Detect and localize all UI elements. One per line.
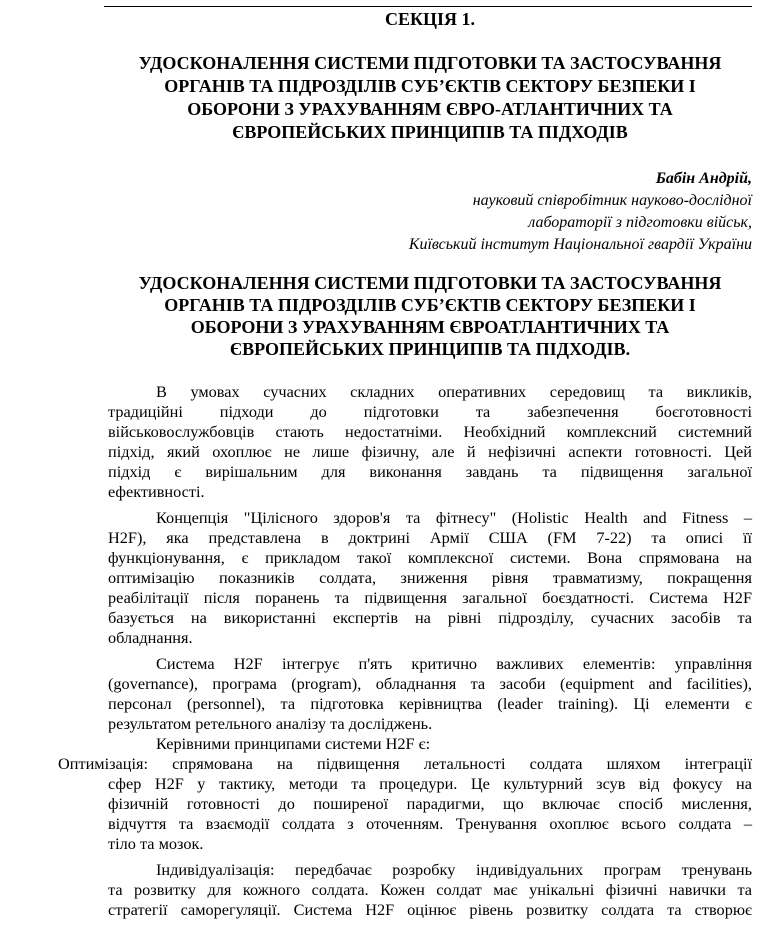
text-line: підхід є вирішальним для виконання завдань та підвищення загальної [108,462,752,481]
text-line: В умовах сучасних складних оперативних середовищ та викликів, [156,382,752,401]
text-line: функціонування, є прикладом такої комплексної системи. Вона спрямована на [108,548,752,567]
paragraph-h2f-elements [108,654,752,734]
text-line: тіло та мозок. [108,834,204,853]
paragraph-intro [108,382,752,502]
section-title-line: УДОСКОНАЛЕННЯ СИСТЕМИ ПІДГОТОВКИ ТА ЗАСТОСУВАННЯ [138,53,722,73]
text-line: обладнання. [108,628,193,647]
top-rule [104,6,752,7]
author-affiliation-line: науковий співробітник науково-дослідної [472,192,752,209]
text-line: та розвитку для кожного солдата. Кожен солдат має унікальні фізичні навички та [108,880,752,899]
text-line: результатом ретельного аналізу та досліджень. [108,714,433,733]
text-line: H2F), яка представлена в доктрині Армії США (FM 7-22) та описі її [108,528,752,547]
section-title-line: ОБОРОНИ З УРАХУВАННЯМ ЄВРО-АТЛАНТИЧНИХ ТА [187,99,673,119]
text-line: відчуття та взаємодії солдата з оточенням. Тренування охоплює всього солдата – [108,814,752,833]
article-title [108,272,752,360]
article-title-line: ЄВРОПЕЙСЬКИХ ПРИНЦИПІВ ТА ПІДХОДІВ. [229,339,631,359]
text-line: Концепція "Цілісного здоров'я та фітнесу" (Holistic Health and Fitness – [156,508,752,527]
text-line: ефективності. [108,482,205,501]
text-line: персонал (personnel), та підготовка керівництва (leader training). Ці елементи є [108,694,752,713]
article-title-line: ОБОРОНИ З УРАХУВАННЯМ ЄВРОАТЛАНТИЧНИХ ТА [190,317,670,337]
text-line: (governance), програма (program), обладнання та засоби (equipment and facilities), [108,674,752,693]
author-affiliation-line: лабораторії з підготовки військ, [528,214,752,231]
author-name: Бабін Андрій, [655,170,752,187]
text-line: стратегії саморегуляції. Система H2F оцінює рівень розвитку солдата та створює [108,900,752,919]
paragraph-principles-lead [108,734,752,754]
text-line: реабілітації після поранень та підвищення загальної боєздатності. Система H2F [108,588,752,607]
author-block [108,168,752,256]
section-title [108,52,752,144]
text-line: Оптимізація: спрямована на підвищення летальності солдата шляхом інтеграції [58,754,752,773]
article-title-line: УДОСКОНАЛЕННЯ СИСТЕМИ ПІДГОТОВКИ ТА ЗАСТОСУВАННЯ [138,273,722,293]
author-affiliation-line: Київський інститут Національної гвардії України [408,236,752,253]
text-line: сфер H2F у тактику, методи та процедури. Це культурний зсув від фокусу на [108,774,752,793]
article-body [58,382,752,920]
paragraph-h2f-concept [108,508,752,648]
text-line: підхід, який охоплює не лише фізичну, але й нефізичні аспекти готовності. Цей [108,442,752,461]
text-line: військовослужбовців стають недостатніми. Необхідний комплексний системний [108,422,752,441]
text-line: Керівними принципами системи H2F є: [156,734,431,753]
text-line: Система H2F інтегрує п'ять критично важливих елементів: управління [156,654,752,673]
section-title-line: ЄВРОПЕЙСЬКИХ ПРИНЦИПІВ ТА ПІДХОДІВ [232,122,628,142]
article-title-line: ОРГАНІВ ТА ПІДРОЗДІЛІВ СУБ’ЄКТІВ СЕКТОРУ БЕЗПЕКИ І [164,295,696,315]
text-line: фізичній готовності до поширеної парадигми, що включає спосіб мислення, [108,794,752,813]
text-line: Індивідуалізація: передбачає розробку індивідуальних програм тренувань [156,860,752,879]
section-label: СЕКЦІЯ 1. [384,9,476,29]
paragraph-individualization [108,860,752,920]
section-title-line: ОРГАНІВ ТА ПІДРОЗДІЛІВ СУБ’ЄКТІВ СЕКТОРУ БЕЗПЕКИ І [164,76,696,96]
text-line: оптимізацію показників солдата, зниження рівня травматизму, покращення [108,568,752,587]
text-line: базується на використанні експертів на рівні підрозділу, сучасних засобів та [108,608,752,627]
text-line: традиційні підходи до підготовки та забезпечення боєготовності [108,402,752,421]
paragraph-optimization [58,754,752,854]
document-page [58,8,752,920]
